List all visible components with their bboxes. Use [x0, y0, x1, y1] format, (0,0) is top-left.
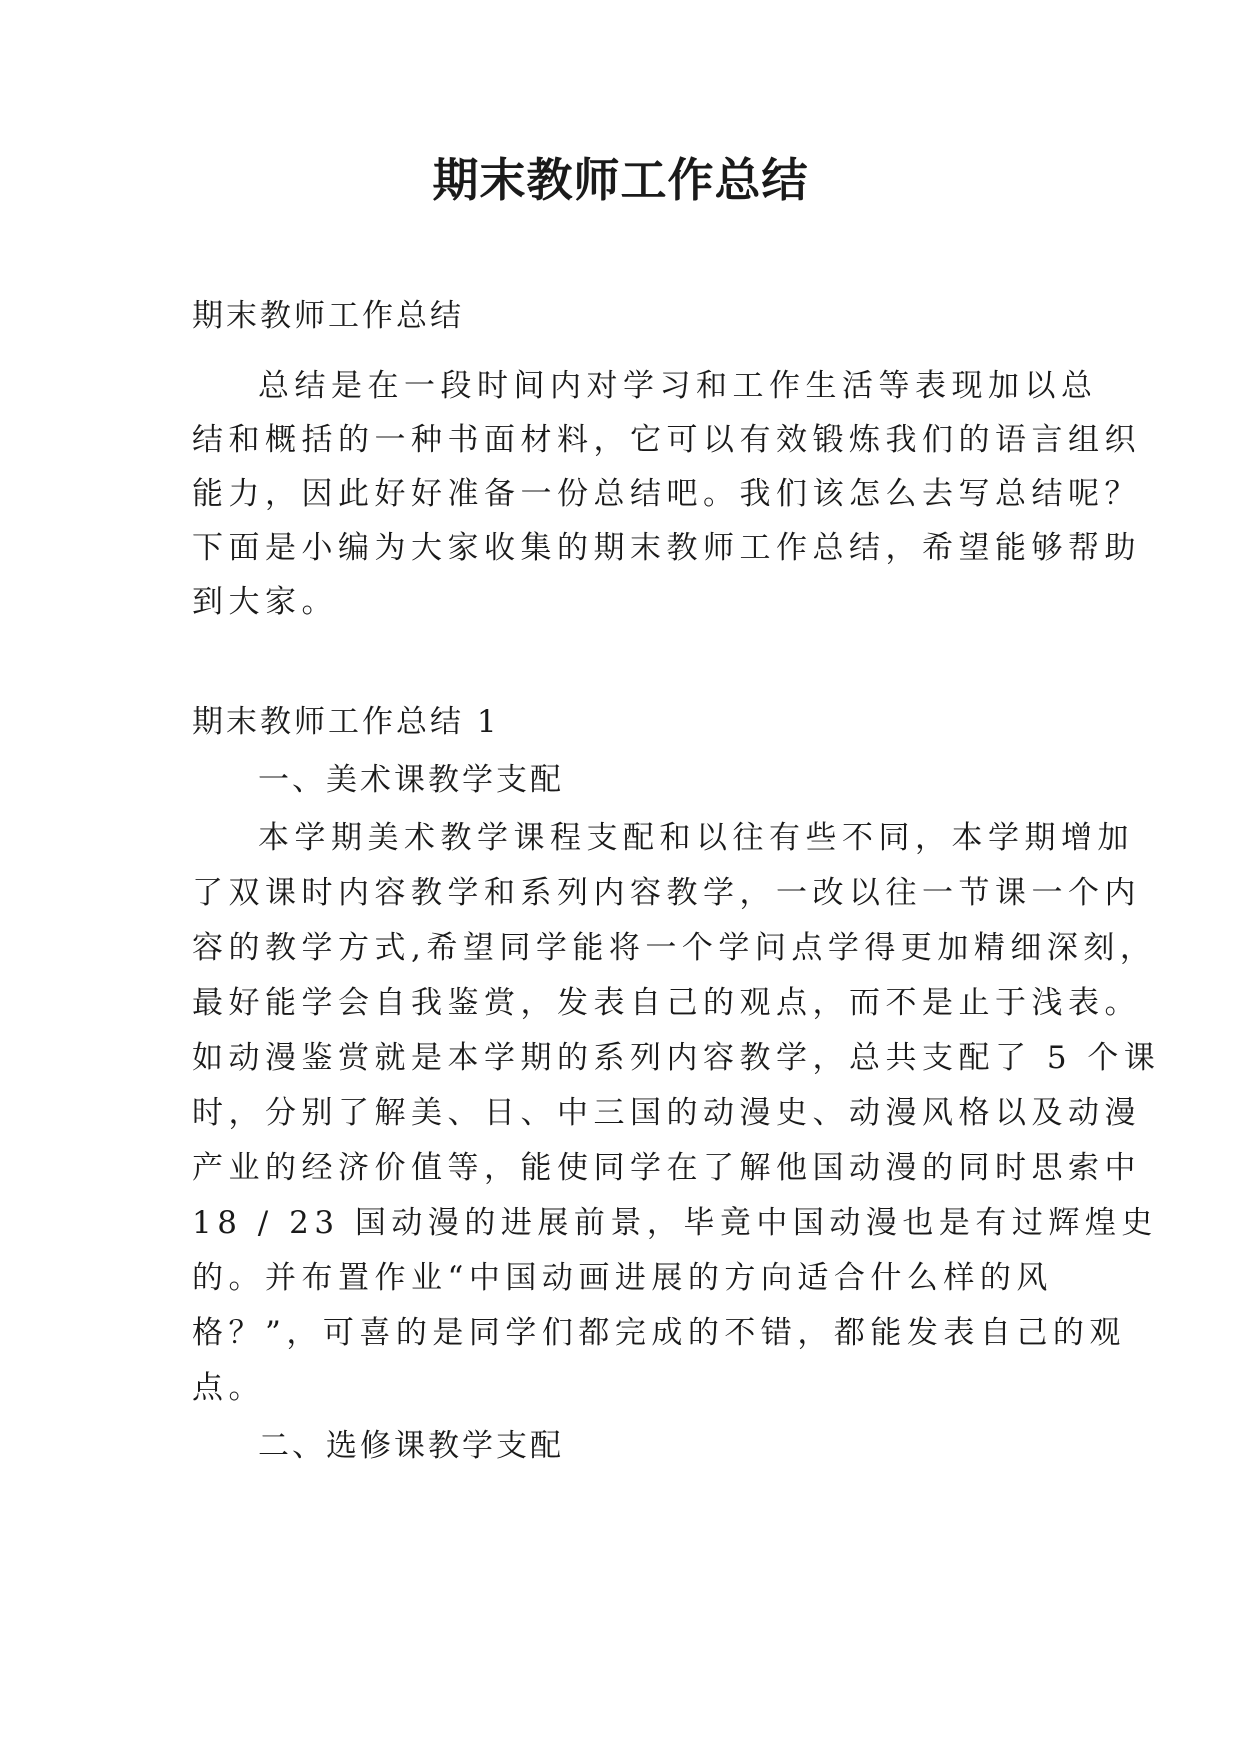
- body-paragraph-line: 格？”，可喜的是同学们都完成的不错，都能发表自己的观: [192, 1315, 1126, 1351]
- document-subtitle: 期末教师工作总结: [192, 298, 464, 334]
- intro-paragraph-line: 结和概括的一种书面材料，它可以有效锻炼我们的语言组织: [192, 422, 1141, 458]
- body-paragraph-line: 时，分别了解美、日、中三国的动漫史、动漫风格以及动漫: [192, 1095, 1141, 1131]
- subsection-title: 二、选修课教学支配: [258, 1428, 564, 1464]
- body-paragraph-line: 了双课时内容教学和系列内容教学，一改以往一节课一个内: [192, 875, 1141, 911]
- body-paragraph-line: 如动漫鉴赏就是本学期的系列内容教学，总共支配了 5 个课: [192, 1040, 1161, 1076]
- body-paragraph-line: 容的教学方式,希望同学能将一个学问点学得更加精细深刻，: [192, 930, 1157, 966]
- body-paragraph-line: 点。: [192, 1370, 265, 1406]
- intro-paragraph-line: 下面是小编为大家收集的期末教师工作总结，希望能够帮助: [192, 530, 1141, 566]
- body-paragraph-line: 本学期美术教学课程支配和以往有些不同，本学期增加: [258, 820, 1134, 856]
- body-paragraph-line: 最好能学会自我鉴赏，发表自己的观点，而不是止于浅表。: [192, 985, 1141, 1021]
- intro-paragraph-line: 总结是在一段时间内对学习和工作生活等表现加以总: [258, 368, 1098, 404]
- subsection-title: 一、美术课教学支配: [258, 762, 564, 798]
- section-heading: 期末教师工作总结 1: [192, 704, 500, 740]
- intro-paragraph-line: 到大家。: [192, 584, 338, 620]
- intro-paragraph-line: 能力，因此好好准备一份总结吧。我们该怎么去写总结呢？: [192, 476, 1141, 512]
- body-paragraph-line: 18 / 23 国动漫的进展前景，毕竟中国动漫也是有过辉煌史: [192, 1205, 1158, 1241]
- body-paragraph-line: 的。并布置作业“中国动画进展的方向适合什么样的风: [192, 1260, 1053, 1296]
- body-paragraph-line: 产业的经济价值等，能使同学在了解他国动漫的同时思索中: [192, 1150, 1141, 1186]
- document-title: 期末教师工作总结: [432, 153, 809, 207]
